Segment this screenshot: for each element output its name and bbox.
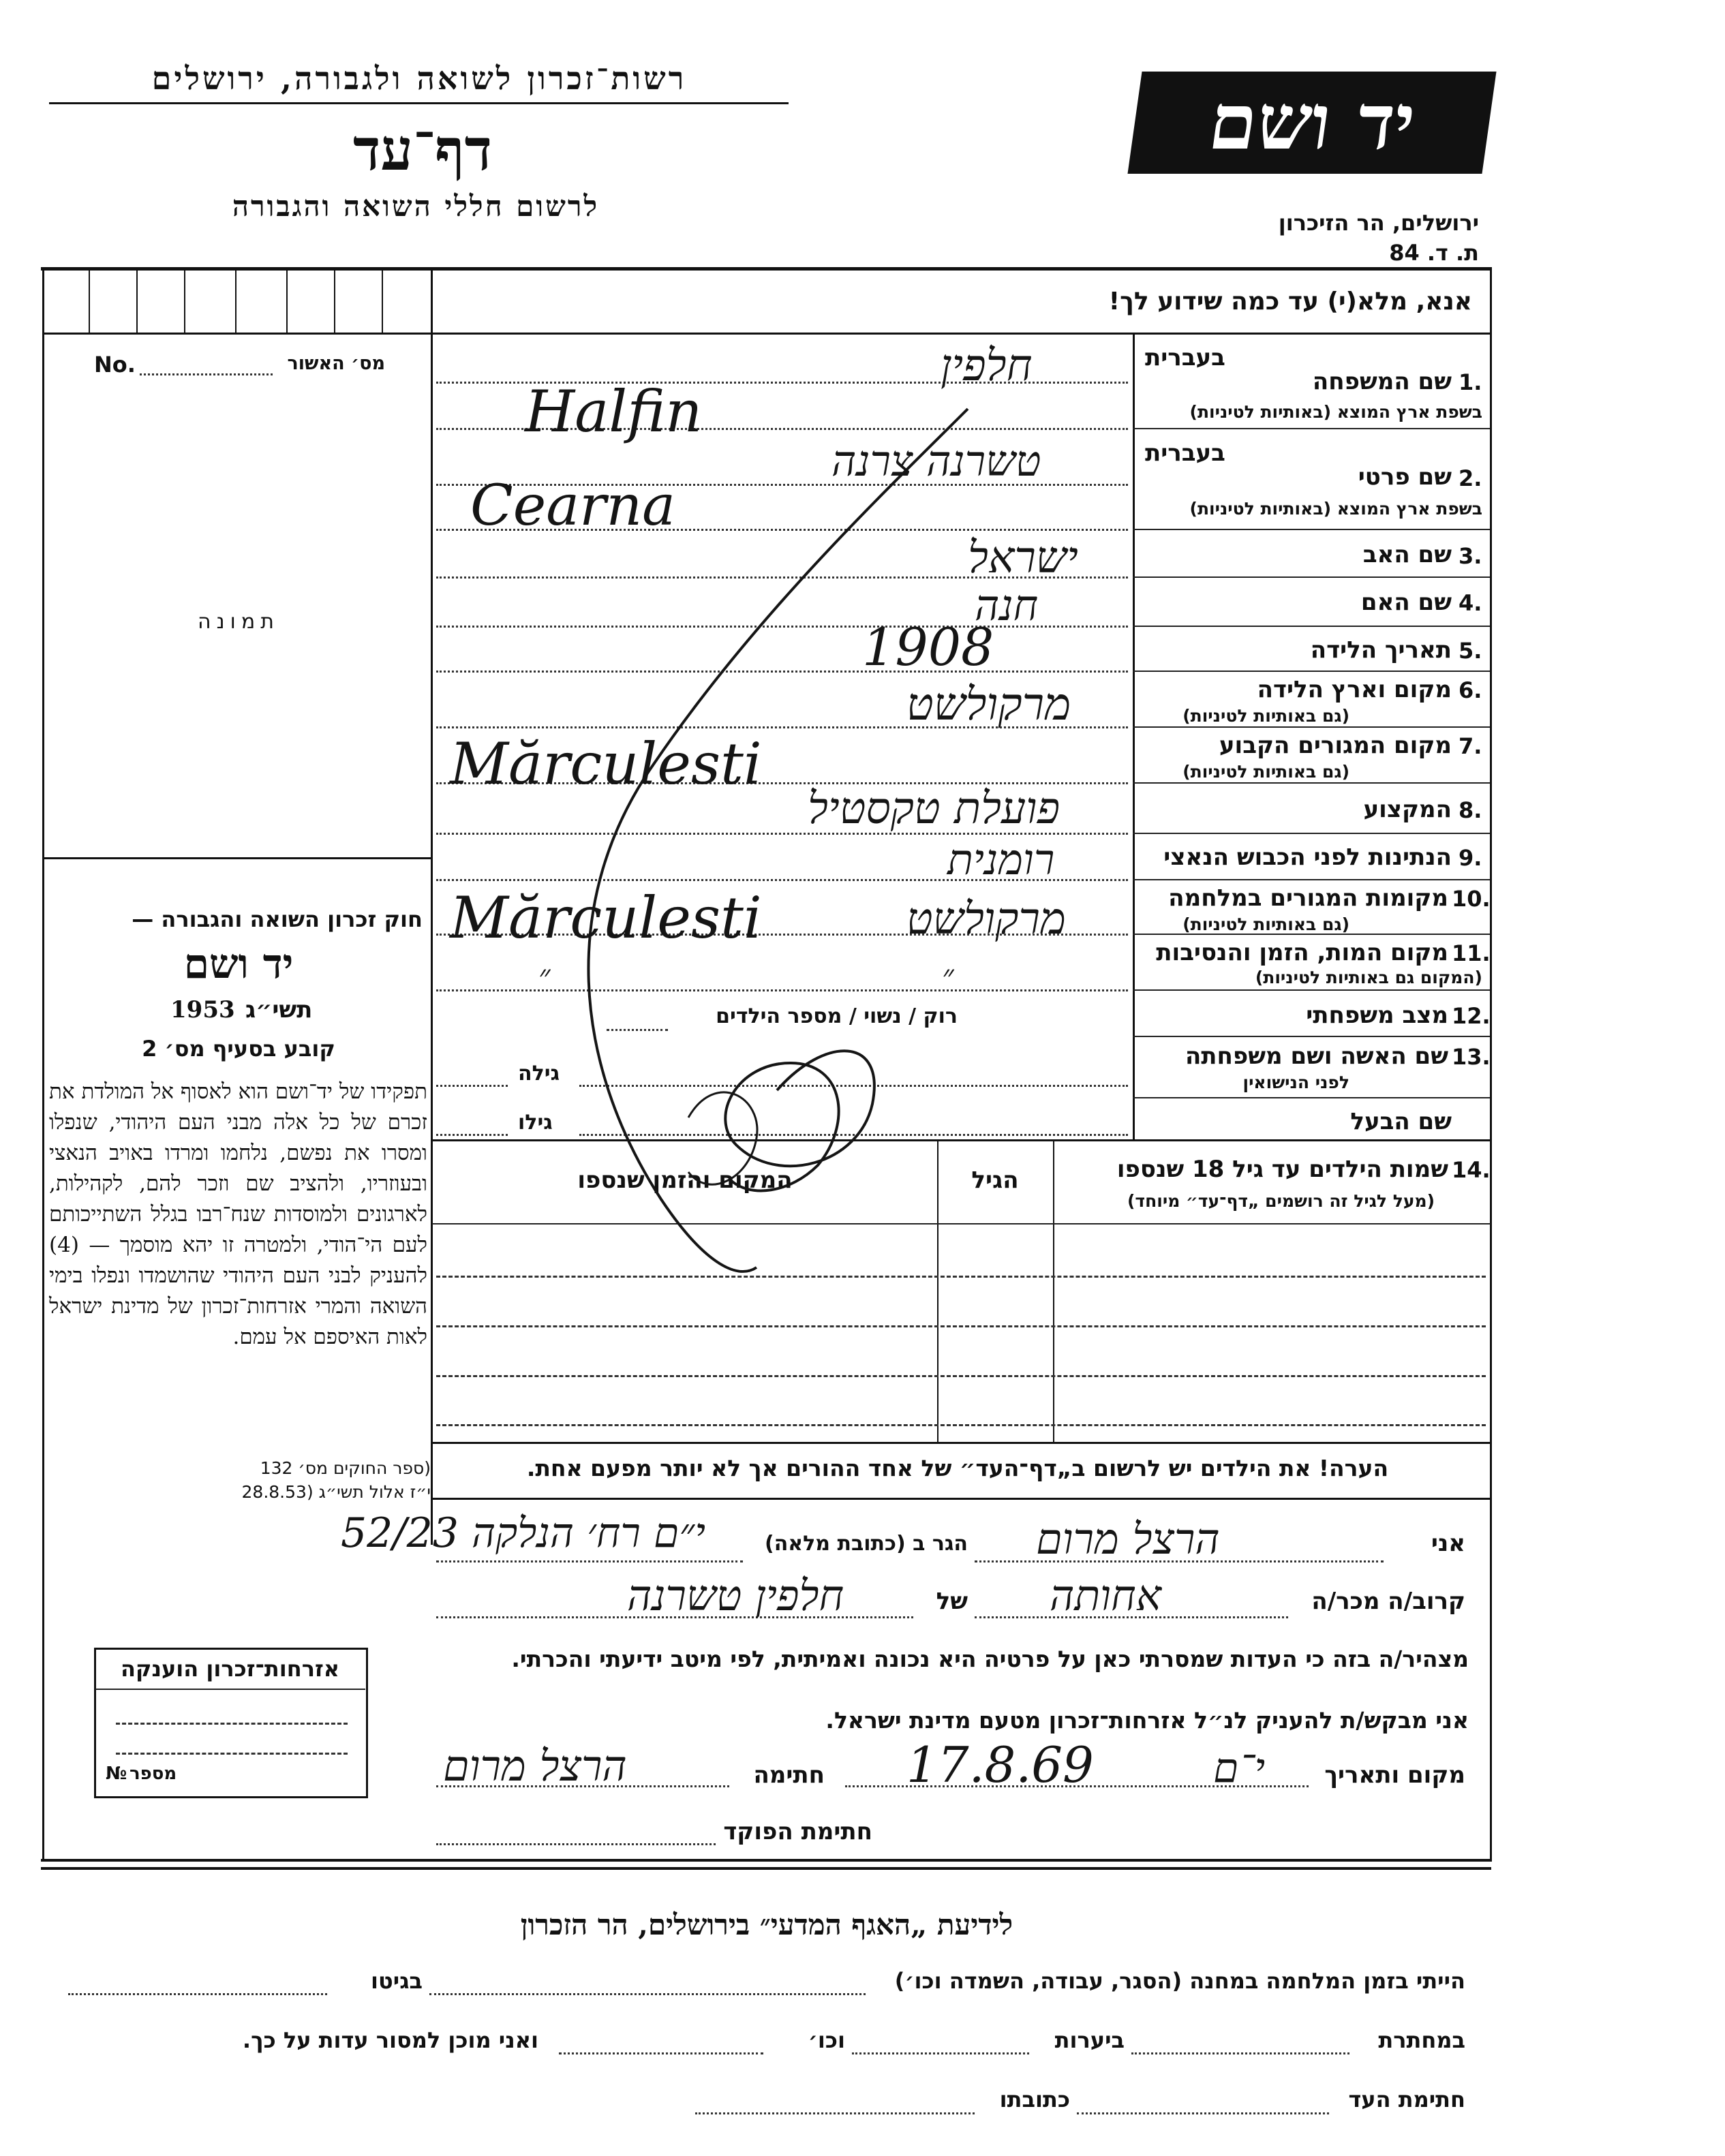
row-rule — [1133, 1036, 1490, 1037]
remark-top-rule — [432, 1442, 1491, 1444]
field-10-value-hebrew: מרקולשט — [906, 894, 1066, 944]
children-col-divider-1 — [1053, 1139, 1054, 1443]
left-panel-box-rule — [44, 333, 432, 335]
field-2-note: בשפת ארץ המוצא (באותיות לטיניות) — [1189, 499, 1482, 519]
field-2-value-hebrew: טשרנה צרנה — [831, 436, 1041, 486]
declaration-address-label: הגר ב (כתובת מלאה) — [764, 1532, 968, 1556]
field-12-label: מצב משפחתי — [1306, 1002, 1448, 1029]
children-place-header: המקום והזמן שנספו — [577, 1167, 793, 1194]
footer-underground-line — [1131, 2052, 1349, 2054]
field-2-value-latin: Cearna — [470, 474, 676, 538]
footer-underground-label: במחתרת — [1378, 2027, 1465, 2053]
field-3-label: שם האב — [1362, 541, 1452, 568]
field-1-value-hebrew: חלפין — [941, 341, 1033, 391]
field-2-number: 2. — [1459, 465, 1482, 491]
footer-camp-line — [429, 1993, 866, 1995]
field-3-number: 3. — [1459, 543, 1482, 569]
field-12-options: רוק / נשוי / מספר הילדים — [716, 1004, 958, 1028]
footer-forests-label: ביערות — [1054, 2027, 1125, 2053]
footer-etc-label: וכו׳ — [808, 2027, 845, 2053]
footer-forests-line — [852, 2052, 1029, 2054]
declaration-request: אני מבקש/ת להעניק לנ״ל אזרחות־זכרון מטעם מדינת ישראל. — [825, 1707, 1469, 1734]
field-14-number: 14. — [1452, 1157, 1491, 1183]
label-column-divider — [1133, 333, 1135, 1140]
field-5-value: 1908 — [862, 617, 994, 677]
field-13-number: 13. — [1452, 1044, 1491, 1070]
field-9-label: הנתינות לפני הכבוש הנאצי — [1163, 844, 1452, 871]
field-13-label: שם האשה ושם משפחתה — [1185, 1043, 1448, 1070]
law-reference-1: (ספר החוקים מס׳ 132 — [260, 1458, 431, 1478]
photo-area-rule — [44, 857, 432, 859]
supervisor-signature-label: חתימת הפוקד — [723, 1818, 872, 1845]
box-divider — [382, 269, 383, 333]
row-rule — [1133, 782, 1490, 784]
supervisor-signature-line — [436, 1843, 716, 1845]
law-text: תפקידו של יד־ושם הוא לאסוף אל המולדת את זכרם של כל אלה מבני העם היהודי, שנפלו ומסרו את נפשם, נלחמו ומרדו באויב הנאצי ובעוזריו, ולהציב שם וזכר להם, לקהילות, לארגונים ולמוסדות שנח־רבו בגלל השתייכותם לעם הי־הודי, ולמטרה זו יהא מוסמך — (4) להעניק לבני העם היהודי שהושמדו ונפלו בימי השואה והמרי אזרחות־זכרון של מדינת ישראל לאות האיספם אל עמם. — [49, 1079, 427, 1349]
husband-age-line — [436, 1134, 508, 1136]
field-5-number: 5. — [1459, 638, 1482, 664]
field-12-number: 12. — [1452, 1003, 1491, 1029]
approval-no-line — [140, 373, 273, 375]
field-13-note: לפני הנישואין — [1242, 1073, 1349, 1092]
field-3-value: ישראל — [968, 533, 1078, 583]
footer-title: לידיעת „האגף המדעי״ בירושלים, הר הזכרון — [520, 1908, 1013, 1941]
declaration-i-label: אני — [1431, 1530, 1465, 1557]
children-age-header: הגיל — [971, 1167, 1019, 1194]
intro-rule — [432, 333, 1491, 335]
page-title: דף־עד — [352, 116, 492, 183]
citizenship-box-line — [116, 1753, 348, 1755]
frame-bottom-2 — [41, 1867, 1491, 1870]
field-6-number: 6. — [1459, 677, 1482, 703]
declaration-statement: מצהיר/ה בזה כי העדות שמסרתי כאן על פרטיה היא נכונה ואמיתית, לפי מיטב ידיעתי והכרתי. — [511, 1646, 1469, 1672]
signature-scribble — [532, 382, 1009, 1295]
field-11-value: ״ ״ — [538, 957, 1145, 994]
field-11-number: 11. — [1452, 940, 1491, 966]
field-2-label: שם פרטי — [1358, 463, 1452, 491]
row-rule — [1133, 428, 1490, 429]
authority-underline — [49, 102, 789, 104]
children-row-line — [436, 1325, 1486, 1327]
citizenship-box-rule — [95, 1689, 365, 1690]
declarant-address-line — [436, 1560, 743, 1562]
date-value: 17.8.69 — [906, 1736, 1094, 1793]
box-divider — [286, 269, 288, 333]
law-title: חוק זכרון השואה והגבורה — — [132, 906, 423, 932]
approval-no-label: No. — [94, 352, 136, 378]
intro-text: אנא, מלא(י) עד כמה שידוע לך! — [1108, 288, 1472, 315]
frame-top — [41, 267, 1491, 271]
field-8-label: המקצוע — [1363, 796, 1452, 823]
field-1-label: שם המשפחה — [1312, 368, 1452, 395]
row-rule — [1133, 879, 1490, 880]
field-6-value: מרקולשט — [906, 678, 1071, 730]
citizenship-number-sign: № — [106, 1764, 127, 1784]
field-9-value: רומנית — [947, 835, 1055, 884]
field-11-note: (המקום גם באותיות לטיניות) — [1255, 968, 1482, 987]
law-year: 1953 — [170, 996, 235, 1023]
law-reference-2: י״ז אלול תשי״ג (28.8.53 — [241, 1482, 431, 1502]
place-value: י־ם — [1213, 1744, 1266, 1792]
footer-willing-text: ואני מוכן למסור עדות על כך. — [242, 2027, 538, 2053]
declarant-name-value: הרצל מרום — [1036, 1514, 1220, 1564]
field-1-value-latin: Halfin — [525, 378, 703, 445]
field-1-note: בשפת ארץ המוצא (באותיות לטיניות) — [1189, 402, 1482, 422]
citizenship-box-title: אזרחות־זכרון הוענקה — [120, 1656, 340, 1682]
field-7-value: Mărculesti — [450, 730, 762, 797]
citizenship-box-line — [116, 1723, 348, 1725]
children-row-line — [436, 1424, 1486, 1426]
law-year-hebrew: תשי״ג — [245, 996, 313, 1023]
husband-label: שם הבעל — [1350, 1108, 1452, 1135]
field-6-note: (גם באותיות לטיניות) — [1182, 706, 1349, 726]
row-rule — [1133, 576, 1490, 578]
law-clause: קובע בסעיף מס׳ 2 — [142, 1036, 335, 1062]
yad-vashem-logo: יד ושם — [1127, 72, 1496, 174]
row-rule — [1133, 989, 1490, 991]
field-11-label: מקום המות, הזמן והנסיבות — [1156, 939, 1448, 966]
field-8-number: 8. — [1459, 797, 1482, 823]
field-10-value-latin: Mărculesti — [450, 884, 762, 951]
page-subtitle: לרשום חללי השואה והגבורה — [232, 189, 600, 223]
field-4-label: שם האם — [1360, 589, 1452, 616]
footer-ghetto-line — [68, 1993, 327, 1995]
box-divider — [136, 269, 138, 333]
row-rule — [1133, 529, 1490, 530]
remark-text: הערה! את הילדים יש לרשום ב„דף־העד״ של אחד ההורים אך לא יותר מפעם אחת. — [526, 1455, 1389, 1481]
field-14-note: (מעל לגיל זה רושמים „דף־עד״ מיוחד) — [1127, 1191, 1435, 1211]
row-rule — [1133, 671, 1490, 672]
row-rule — [1133, 1097, 1490, 1098]
box-divider — [89, 269, 90, 333]
husband-age-label: גילו — [518, 1111, 553, 1135]
declarant-address-value: י״ם רח׳ הנלקה 52/23 — [341, 1509, 705, 1557]
address-line-2: ת. ד. 84 — [1389, 240, 1479, 266]
footer-witness-signature-line — [1077, 2112, 1329, 2114]
field-4-number: 4. — [1459, 590, 1482, 616]
field-10-note: (גם באותיות לטיניות) — [1182, 914, 1349, 934]
place-date-label: מקום ותאריך — [1324, 1761, 1465, 1789]
box-divider — [334, 269, 335, 333]
field-10-number: 10. — [1452, 886, 1491, 912]
relative-label: קרוב/ה מכר/ה — [1311, 1588, 1465, 1615]
left-panel-divider — [431, 267, 433, 1545]
field-2-lang: בעברית — [1145, 440, 1225, 467]
box-divider — [184, 269, 185, 333]
wife-age-label: גילה — [518, 1062, 560, 1085]
footer-witness-signature-label: חתימת העד — [1348, 2086, 1465, 2112]
field-8-value: פועלת טקסטיל — [808, 784, 1060, 834]
citizenship-number-label: מספר — [129, 1764, 177, 1784]
address-line-1: ירושלים, הר הזיכרון — [1278, 210, 1479, 236]
relation-value: אחותה — [1050, 1571, 1161, 1620]
field-1-lang: בעברית — [1145, 344, 1225, 371]
field-7-label: מקום המגורים הקבוע — [1219, 732, 1452, 759]
footer-address-label: כתובתו — [999, 2086, 1070, 2112]
footer-etc-line — [559, 2052, 763, 2054]
approval-label: מס׳ האשור — [287, 353, 385, 374]
frame-left — [42, 267, 44, 1862]
frame-bottom-1 — [41, 1859, 1491, 1862]
row-rule — [1133, 726, 1490, 728]
field-14-label: שמות הילדים עד גיל 18 שנספו — [1116, 1156, 1448, 1183]
children-row-line — [436, 1375, 1486, 1377]
remark-bottom-rule — [432, 1498, 1491, 1500]
of-label: של — [936, 1588, 968, 1615]
photo-label: תמונה — [198, 610, 279, 634]
signature-label: חתימה — [753, 1761, 825, 1789]
field-10-label: מקומות המגורים במלחמה — [1168, 884, 1448, 912]
signature-value: הרצל מרום — [443, 1741, 627, 1791]
field-4-value: חנה — [975, 581, 1039, 630]
footer-ghetto-label: בגיטו — [371, 1968, 423, 1994]
field-7-number: 7. — [1459, 733, 1482, 759]
field-9-number: 9. — [1459, 845, 1482, 871]
row-rule — [1133, 833, 1490, 834]
of-value: חלפין טשרנה — [627, 1571, 844, 1620]
small-logo: יד ושם — [183, 940, 294, 988]
footer-camp-label: הייתי בזמן המלחמה במחנה (הסגר, עבודה, השמדה וכו׳) — [894, 1968, 1465, 1994]
authority-name: רשות־זכרון לשואה ולגבורה, ירושלים — [151, 60, 687, 97]
field-1-number: 1. — [1459, 369, 1482, 395]
field-7-note: (גם באותיות לטיניות) — [1182, 762, 1349, 782]
field-5-label: תאריך הלידה — [1310, 636, 1452, 664]
row-rule — [1133, 626, 1490, 627]
footer-address-line — [695, 2112, 975, 2114]
field-6-label: מקום וארץ הלידה — [1257, 676, 1452, 703]
box-divider — [235, 269, 236, 333]
wife-age-line — [436, 1085, 508, 1087]
